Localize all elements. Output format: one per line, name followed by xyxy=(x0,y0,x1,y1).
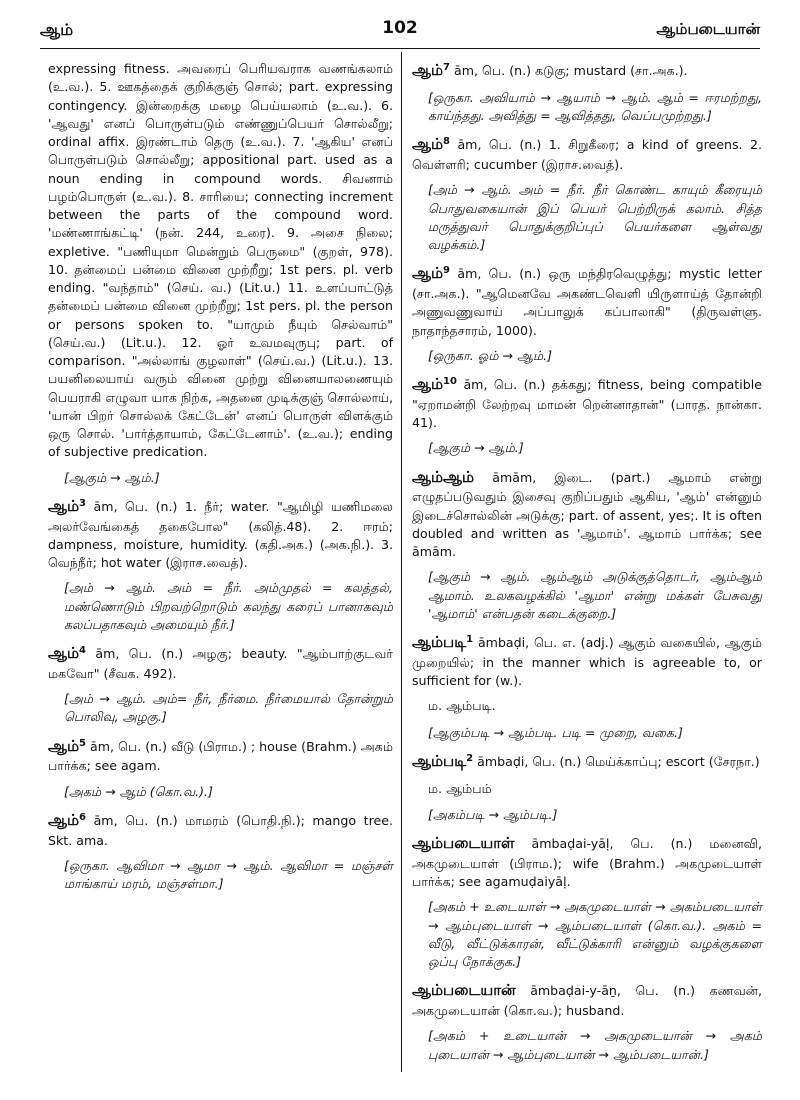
entry-etymology: [அம் → ஆம். அம் = நீர். அம்முதல் = கலத்தல், மண்ணொடும் பிறவற்றொடும் கலந்து கரைப் பானாகவும் கலப்பதாகவும் அமையும் நீர்.] xyxy=(64,580,393,632)
entry-definition: āmbaḍi, பெ. (n.) மெய்க்காப்பு; escort (சேரநா.) xyxy=(477,753,760,769)
entry-headword: ஆம்படையான் xyxy=(412,981,516,1000)
entry-body xyxy=(412,833,762,891)
dictionary-entry xyxy=(412,60,762,125)
dictionary-entry xyxy=(48,736,393,801)
entry-homonym-number: 2 xyxy=(466,752,474,764)
entry-homonym-number: 4 xyxy=(79,644,87,656)
entry-homonym-number: 3 xyxy=(79,497,87,509)
entry-body xyxy=(412,60,762,82)
entry-definition: ām, பெ. (n.) தக்கது; fitness, being compatible "ஏறாமன்றி லேற்றவு மாமன் றென்னாதான்" (பாரத. நான்கா. 41). xyxy=(412,377,762,430)
entry-etymology: [அகம் + உடையான் → அகமுடையான் → அகம் புடையான் → ஆம்புடையான் → ஆம்படையான்.] xyxy=(428,1028,762,1062)
entry-homonym-number: 10 xyxy=(443,375,457,387)
entry-definition: ām, பெ. (n.) அழகு; beauty. "ஆம்பாற்குடவர் மகவோ" (சீவக. 492). xyxy=(48,646,393,681)
dictionary-entry xyxy=(48,643,393,727)
entry-etymology: [ஆகும் → ஆம். ஆம்ஆம் அடுக்குத்தொடர், ஆம்ஆம் ஆமாம். உலகவழக்கில் 'ஆமா' என்று மக்கள் பேசுவது 'ஆமாம்' என்பதன் கடைக்குறை.] xyxy=(428,569,762,621)
page-number: 102 xyxy=(382,18,418,38)
entry-definition: āmbaḍai-y-āṉ, பெ. (n.) கணவன், அகமுடையான் (கொ.வ.); husband. xyxy=(412,983,762,1018)
entry-headword: ஆம் xyxy=(48,496,80,515)
dictionary-entry xyxy=(412,980,762,1064)
entry-headword: ஆம் xyxy=(412,264,444,283)
entry-headword: ஆம் xyxy=(48,810,80,829)
entry-etymology: [அகம்படி → ஆம்படி.] xyxy=(428,806,558,822)
entry-body xyxy=(412,467,762,562)
entry-etymology: [ஆகும்படி → ஆம்படி. படி = முறை, வகை.] xyxy=(428,724,683,740)
entry-headword: ஆம்படி xyxy=(412,633,467,651)
right-column xyxy=(412,60,762,1073)
entry-body xyxy=(48,643,393,683)
header-left-guideword: ஆம் xyxy=(40,20,74,39)
page-header xyxy=(40,18,760,46)
entry-etymology: [ஒருகா. ஆவிமா → ஆமா → ஆம். ஆவிமா = மஞ்சள் மாங்காய் மரம், மஞ்சள்மா.] xyxy=(64,857,393,891)
dictionary-entry xyxy=(48,810,393,894)
entry-headword: ஆம் xyxy=(48,736,80,755)
entry-headword: ஆம்படி xyxy=(412,751,467,770)
entry-body xyxy=(412,134,762,174)
entry-definition: ām, பெ. (n.) ஒரு மந்திரவெழுத்து; mystic letter (சா.அக.). "ஆமெனவே அகண்டவெளி யிருளாய்த் தோன்றி அணுவணுவாய் அப்பாலுக் கப்பாலாகி" (திருவள்ளு. நாதாந்தசாரம், 1000). xyxy=(412,266,762,338)
dictionary-entry xyxy=(48,496,393,634)
dictionary-entry xyxy=(412,833,762,971)
continued-entry-etymology: [ஆகும் → ஆம்.] xyxy=(64,469,160,485)
left-entries xyxy=(48,496,393,894)
continued-entry-text: expressing fitness. அவரைப் பெரியவராக வணங்கலாம் (உ.வ.). 5. ஊகத்தைக் குறிக்குஞ் சொல்; part. expressing contingency. இன்றைக்கு மழை பெய்யலாம் (உ.வ.). 6. 'ஆவது' எனப் பொருள்படும் எண்ணுப்பெயர் சொல்லீறு; ordinal affix. இரண்டாம் தெரு (உ.வ.). 7. 'ஆகிய' எனப் பொருள்படும் சொல்லீறு; appositional part. used as a noun ending in compound words. சிவனாம் பழம்பொருள் (உ.வ.). 8. சாரியை; connecting increment between the parts of the compound word. 'மண்ணாங்கட்டி' (நன். 244, உரை). 9. அசை நிலை; expletive. "பணியுமா மென்றும் பெருமை" (குறள், 978). 10. தன்மைப் பன்மை வினை முற்றீறு; 1st pers. pl. verb ending. "வந்தாம்" (செய். வ.) (Lit.u.) 11. உளப்பாட்டுத் தன்மைப் பன்மை வினை முற்றீறு; 1st pers. pl. the person or persons spoken to. "யாமும் நீயும் செல்வாம்" (செய்.வ.) (Lit.u.). 12. ஓர் உவமவுருபு; part. of comparison. "அல்லாங் குழலாள்" (செய்.வ.) (Lit.u.). 13. பயனிலையாய் வரும் வினை முற்று வினையாலணையும் பெயராகி எழுவா யாக நிற்க, அதனை முடிக்குஞ் சொல்லாய், 'யான் பிறர் சொல்லக் கேட்டேன்' எனப் பொருள் விளக்கும் ஒரு சொல். 'பார்த்தாயாம், கேட்டேனாம்'. (உ.வ.); ending of subjective predication. xyxy=(48,61,393,460)
column-divider xyxy=(401,52,402,1072)
entry-etymology: [ஆகும் → ஆம்.] xyxy=(428,440,524,456)
entry-homonym-number: 7 xyxy=(443,61,451,73)
dictionary-entry xyxy=(412,751,762,824)
entry-homonym-number: 5 xyxy=(79,737,87,749)
entry-body xyxy=(412,751,762,773)
entry-homonym-number: 9 xyxy=(443,265,451,277)
dictionary-entry xyxy=(412,467,762,624)
entry-definition: ām, பெ. (n.) 1. நீர்; water. "ஆமிழி யணிமலை அலர்வேங்கைத் தகைபோல" (கலித்.48). 2. ஈரம்; dampness, moisture, humidity. (கதி.அக.) (அக.நி.). 3. வெந்நீர்; hot water (இராச.வைத்). xyxy=(48,498,393,570)
entry-etymology: [அம் → ஆம். அம்= நீர், நீர்மை. நீர்மையால் தோன்றும் பொலிவு, அழகு.] xyxy=(64,691,393,725)
entry-headword: ஆம் xyxy=(412,61,444,79)
entry-body xyxy=(412,632,762,690)
header-right-guideword: ஆம்படையான் xyxy=(656,20,760,38)
entry-definition: āmām, இடை. (part.) ஆமாம் என்று எழுதப்படுவதும் இசைவு குறிப்பதும் ஆகிய, 'ஆம்' என்னும் இடைச்சொல்லின் அடுக்கு; part. of assent, yes;. It is often doubled and written as 'ஆமாம்'. ஆமாம் பார்க்க; see āmām. xyxy=(412,469,762,559)
entry-body xyxy=(412,263,762,340)
entry-body xyxy=(412,374,762,432)
entry-cognate: ம. ஆம்பம் xyxy=(428,780,492,796)
entry-etymology: [அம் → ஆம். அம் = நீர். நீர் கொண்ட காயும் கீரையும் பொதுவகையான் இப் பெயர் பெற்றிருக் கலாம். சித்த மருத்துவர் பொதுக்குறிப்புப் பெயர்களை ஆள்வது வழக்கம்.] xyxy=(428,182,762,252)
entry-headword: ஆம்ஆம் xyxy=(412,467,475,486)
dictionary-entry xyxy=(412,263,762,365)
entry-homonym-number: 1 xyxy=(466,633,474,645)
entry-body xyxy=(412,980,762,1020)
entry-definition: āmbaḍai-yāḷ, பெ. (n.) மனைவி, அகமுடையாள் (பிராம.); wife (Brahm.) அகமுடையாள் பார்க்க; see agamuḍaiyāḷ. xyxy=(412,836,762,889)
entry-headword: ஆம் xyxy=(48,644,80,662)
entry-definition: ām, பெ. (n.) வீடு (பிராம.) ; house (Brahm.) அகம் பார்க்க; see agam. xyxy=(48,738,393,774)
entry-definition: ām, பெ. (n.) 1. சிறுகீரை; a kind of greens. 2. வெள்ளரி; cucumber (இராச.வைத்). xyxy=(412,137,762,172)
entry-headword: ஆம் xyxy=(412,135,444,154)
entry-body xyxy=(48,810,393,850)
header-rule xyxy=(40,48,760,49)
entry-cognate: ம. ஆம்படி. xyxy=(428,698,496,714)
entry-definition: ām, பெ. (n.) கடுகு; mustard (சா.அக.). xyxy=(454,63,688,78)
dictionary-entry xyxy=(412,374,762,458)
left-column xyxy=(48,60,393,902)
entry-headword: ஆம்படையாள் xyxy=(412,834,515,852)
entry-etymology: [ஒருகா. ஓம் → ஆம்.] xyxy=(428,347,553,363)
entry-definition: ām, பெ. (n.) மாமரம் (பொதி.நி.); mango tree. Skt. ama. xyxy=(48,812,393,848)
entry-definition: āmbaḍi, பெ. எ. (adj.) ஆகும் வகையில், ஆகும் முறையில்; in the manner which is agreeable to, or sufficient for (w.). xyxy=(412,635,762,688)
dictionary-entry xyxy=(412,134,762,254)
right-entries xyxy=(412,60,762,1064)
entry-body xyxy=(48,496,393,573)
entry-headword: ஆம் xyxy=(412,375,444,393)
entry-etymology: [ஒருகா. அவியாம் → ஆயாம் → ஆம். ஆம் = ஈரமற்றது, காய்ந்தது. அவித்து = ஆவித்தது, வெப்பமுற்றது.] xyxy=(428,89,762,123)
dictionary-entry xyxy=(412,632,762,742)
entry-etymology: [அகம் + உடையாள் → அகமுடையாள் → அகம்படையாள் → ஆம்புடையாள் → ஆம்படையாள் (கொ.வ.). அகம் = வீடு, வீட்டுக்காரன், வீட்டுக்காரி என்னும் வழக்குகளை ஒப்பு நோக்குக.] xyxy=(428,899,762,969)
entry-homonym-number: 8 xyxy=(443,136,451,148)
entry-etymology: [அகம் → ஆம் (கொ.வ.).] xyxy=(64,783,213,799)
entry-body xyxy=(48,736,393,776)
entry-homonym-number: 6 xyxy=(79,811,87,823)
